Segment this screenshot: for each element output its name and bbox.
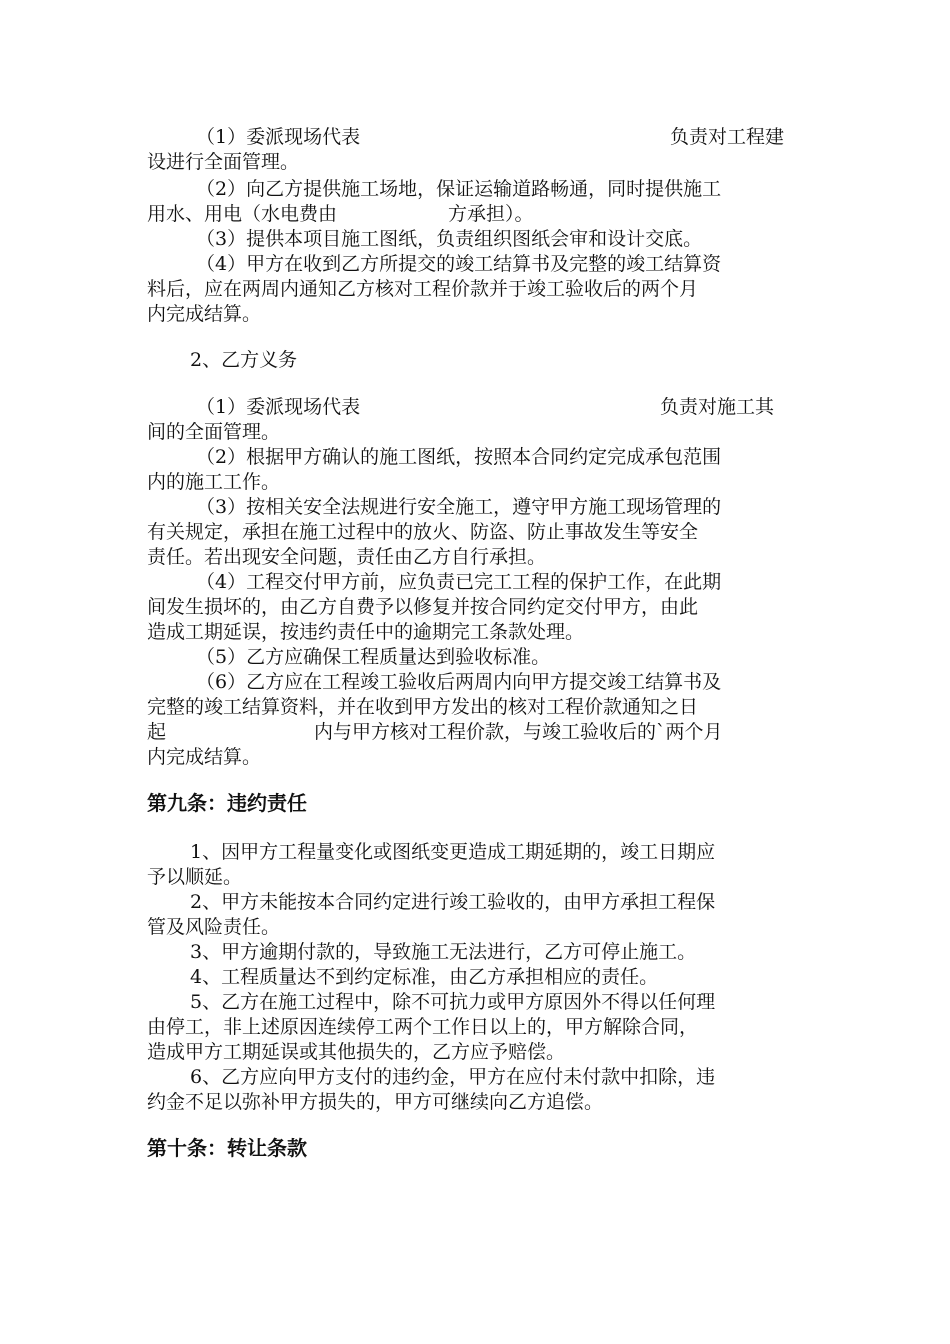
party-b-item1-label: （1）委派现场代表 (196, 396, 361, 418)
party-a-item4-line2: 料后，应在两周内通知乙方核对工程价款并于竣工验收后的两个月 (147, 278, 699, 300)
party-b-item1-tail: 负责对施工其 (660, 396, 775, 418)
party-b-item6-line3b: 内与甲方核对工程价款，与竣工验收后的`两个月 (314, 721, 723, 743)
party-b-item3-line2: 有关规定，承担在施工过程中的放火、防盗、防止事故发生等安全 (147, 521, 699, 543)
article9-clause4: 4、工程质量达不到约定标准，由乙方承担相应的责任。 (190, 966, 659, 988)
party-b-item6-line1: （6）乙方应在工程竣工验收后两周内向甲方提交竣工结算书及 (196, 671, 722, 693)
party-b-item4-line2: 间发生损坏的，由乙方自费予以修复并按合同约定交付甲方，由此 (147, 596, 699, 618)
article9-clause2-line2: 管及风险责任。 (147, 916, 281, 938)
article9-clause5-line2: 由停工，非上述原因连续停工两个工作日以上的，甲方解除合同， (147, 1016, 699, 1038)
party-a-item4-line3: 内完成结算。 (147, 303, 262, 325)
party-b-item6-line4: 内完成结算。 (147, 746, 262, 768)
party-b-item4-line1: （4）工程交付甲方前，应负责已完工工程的保护工作，在此期 (196, 571, 722, 593)
article9-clause5-line1: 5、乙方在施工过程中，除不可抗力或甲方原因外不得以任何理 (190, 991, 716, 1013)
party-a-item2-line2a: 用水、用电（水电费由 (147, 203, 338, 225)
party-b-item1-cont: 间的全面管理。 (147, 421, 281, 443)
party-a-item4-line1: （4）甲方在收到乙方所提交的竣工结算书及完整的竣工结算资 (196, 253, 722, 275)
party-b-item5: （5）乙方应确保工程质量达到验收标准。 (196, 646, 551, 668)
party-b-item4-line3: 造成工期延误，按违约责任中的逾期完工条款处理。 (147, 621, 585, 643)
article9-clause1-line2: 予以顺延。 (147, 866, 243, 888)
article10-heading: 第十条：转让条款 (147, 1136, 307, 1160)
party-a-item1-tail: 负责对工程建 (670, 126, 785, 148)
party-a-item2-line1: （2）向乙方提供施工场地，保证运输道路畅通，同时提供施工 (196, 178, 722, 200)
party-a-item3: （3）提供本项目施工图纸，负责组织图纸会审和设计交底。 (196, 228, 703, 250)
party-b-item2-line2: 内的施工工作。 (147, 471, 281, 493)
article9-clause3: 3、甲方逾期付款的，导致施工无法进行，乙方可停止施工。 (190, 941, 697, 963)
party-b-item6-line2: 完整的竣工结算资料，并在收到甲方发出的核对工程价款通知之日 (147, 696, 699, 718)
party-b-item2-line1: （2）根据甲方确认的施工图纸，按照本合同约定完成承包范围 (196, 446, 722, 468)
party-b-item3-line1: （3）按相关安全法规进行安全施工，遵守甲方施工现场管理的 (196, 496, 722, 518)
party-a-item1-label: （1）委派现场代表 (196, 126, 361, 148)
party-b-item3-line3: 责任。若出现安全问题，责任由乙方自行承担。 (147, 546, 547, 568)
party-b-heading: 2、乙方义务 (190, 349, 298, 371)
article9-clause5-line3: 造成甲方工期延误或其他损失的，乙方应予赔偿。 (147, 1041, 566, 1063)
article9-heading: 第九条：违约责任 (147, 791, 307, 815)
party-b-item6-line3a: 起 (147, 721, 167, 743)
article9-clause1-line1: 1、因甲方工程量变化或图纸变更造成工期延期的，竣工日期应 (190, 841, 716, 863)
party-a-item2-line2b: 方承担）。 (448, 203, 534, 225)
article9-clause2-line1: 2、甲方未能按本合同约定进行竣工验收的，由甲方承担工程保 (190, 891, 716, 913)
article9-clause6-line2: 约金不足以弥补甲方损失的，甲方可继续向乙方追偿。 (147, 1091, 604, 1113)
article9-clause6-line1: 6、乙方应向甲方支付的违约金，甲方在应付未付款中扣除，违 (190, 1066, 716, 1088)
party-a-item1-cont: 设进行全面管理。 (147, 151, 300, 173)
